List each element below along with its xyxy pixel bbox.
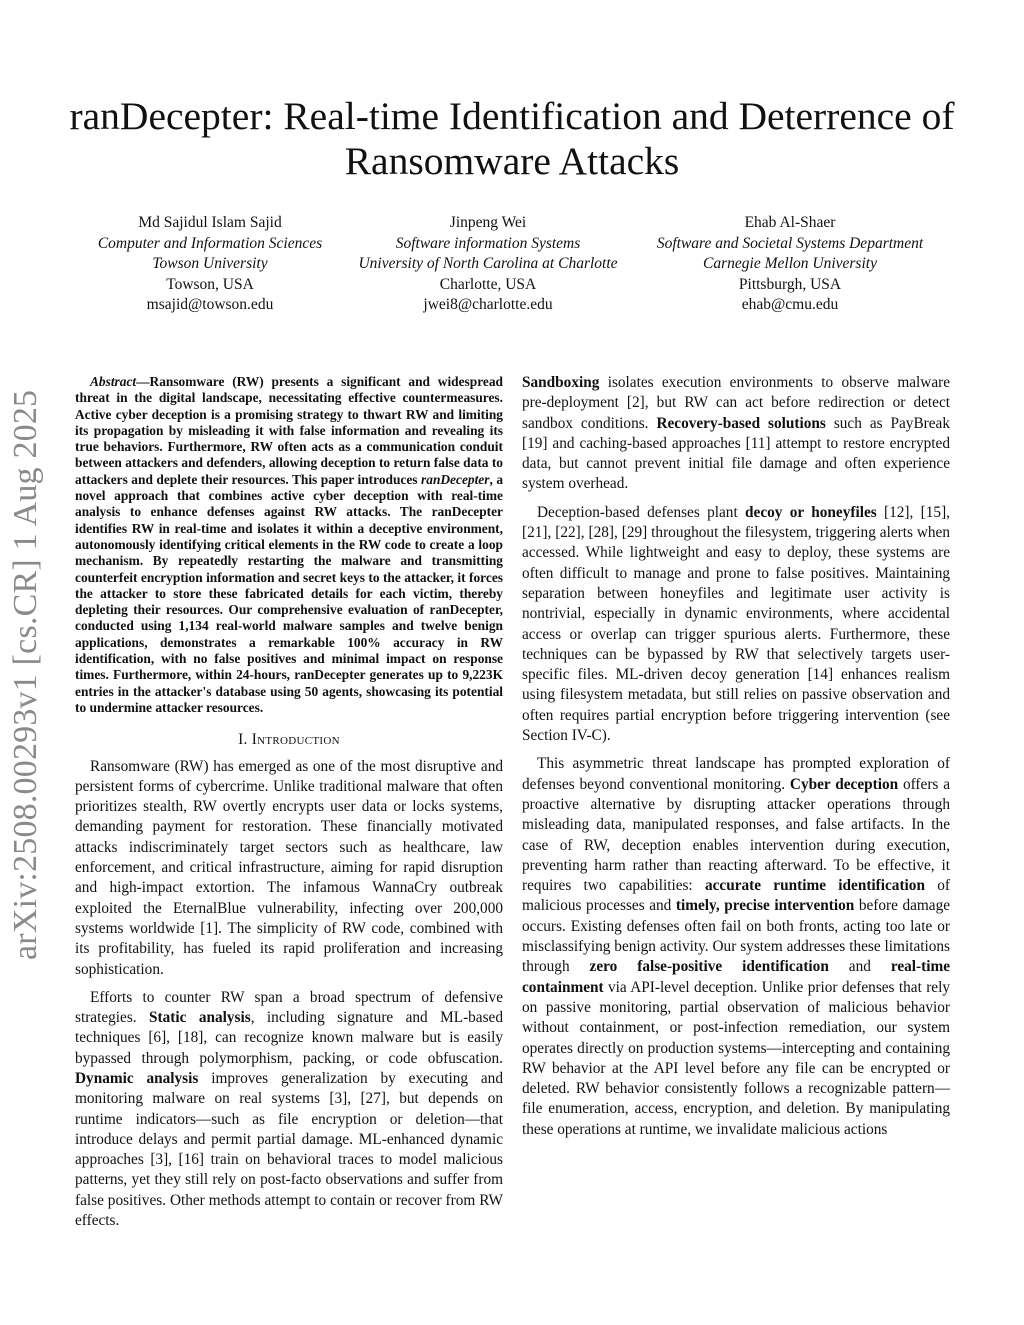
author-block-2	[336, 213, 640, 316]
author-location: Towson, USA	[166, 275, 254, 293]
text-run: such as PayBreak [19] and caching-based approaches [11] attempt to restore encrypted data, but cannot prevent initial file damage and often experience system overhead.	[522, 414, 950, 493]
section-heading	[75, 730, 503, 750]
arxiv-identifier: arXiv:2508.00293v1 [cs.CR] 1 Aug 2025	[7, 389, 44, 960]
text-run: Efforts to counter RW span a broad spectrum of defensive strategies.	[75, 988, 503, 1027]
author-block-1	[70, 213, 350, 316]
text-run: Deception-based defenses plant	[537, 503, 746, 521]
author-org: University of North Carolina at Charlotte	[358, 255, 618, 272]
text-run: isolates execution environments to observe malware pre-deployment [2], but RW can act before redirection or detect sandbox conditions.	[522, 374, 950, 432]
abstract-system-name: ranDecepter	[421, 471, 490, 487]
abstract	[75, 374, 503, 716]
text-run: , including signature and ML-based techniques [6], [18], can recognize known malware but is easily bypassed through polymorphism, packing, or code obfuscation.	[75, 1009, 503, 1067]
text-run: improves generalization by executing and monitoring malware on real systems [3], [27], but depends on runtime indicators—such as file encryption or deletion—that introduce delays and permit partial damage. ML-enhanced dynamic approaches [3], [16] train on behavioral traces to model malicious patterns, yet they still rely on post-facto observations and suffer from false positives. Other methods attempt to contain or recover from RW effects.	[75, 1069, 503, 1230]
term-zero-false-positive: zero false-positive identification	[589, 958, 829, 976]
text-run: before damage occurs. Existing defenses often fail on both fronts, acting too late or misclassifying benign activity. Our system addresses these limitations through	[522, 897, 951, 976]
author-name: Jinpeng Wei	[449, 214, 527, 231]
author-email[interactable]: jwei8@charlotte.edu	[423, 296, 553, 313]
author-name: Ehab Al-Shaer	[744, 214, 836, 231]
text-run: [12], [15], [21], [22], [28], [29] throughout the filesystem, triggering alerts when accessed. While lightweight and easy to deploy, these systems are often difficult to manage and prone to false positives. Maintaining separation between honeyfiles and legitimate user activity is nontrivial, especially in dynamic environments, where accidental access or overlap can trigger spurious alerts. Furthermore, these techniques can be bypassed by RW that selectively targets user-specific files. ML-driven decoy generation [14] enhances realism using filesystem metadata, but still relies on passive observation and often requires partial encryption before triggering intervention (see Section IV-C).	[522, 503, 950, 745]
author-name: Md Sajidul Islam Sajid	[138, 214, 282, 231]
author-dept: Software and Societal Systems Department	[656, 234, 924, 252]
term-honeyfiles: decoy or honeyfiles	[745, 503, 877, 521]
section-title: Introduction	[251, 731, 340, 749]
intro-paragraph-2	[75, 988, 503, 1232]
author-dept: Software information Systems	[395, 234, 581, 252]
term-real-time-containment: real-time containment	[522, 958, 950, 996]
author-block-3	[630, 213, 950, 316]
intro-paragraph-4	[522, 754, 950, 1140]
author-dept: Computer and Information Sciences	[97, 234, 323, 252]
text-run: via API-level deception. Unlike prior defenses that rely on passive monitoring, partial observation of malicious behavior without containment, or post-infection remediation, our system operates directly on production systems—intercepting and containing RW behavior at the API level before any file can be encrypted or deleted. RW behavior consistently follows a recognizable pattern—file enumeration, access, encryption, and deletion. By manipulating these operations at runtime, we invalidate malicious actions	[522, 978, 950, 1138]
intro-paragraph-2-cont	[522, 373, 950, 495]
term-cyber-deception: Cyber deception	[789, 775, 899, 793]
text-run: offers a proactive alternative by disrupting attacker operations through misleading data, manipulated responses, and false artifacts. In the case of RW, deception enables intervention during execution, preventing harm rather than reacting afterward. To be effective, it requires two capabilities:	[522, 775, 950, 895]
author-email[interactable]: msajid@towson.edu	[146, 296, 274, 313]
term-timely-intervention: timely, precise intervention	[675, 897, 855, 915]
term-dynamic-analysis: Dynamic analysis	[75, 1069, 199, 1087]
section-number: I.	[238, 731, 248, 749]
author-location: Pittsburgh, USA	[738, 275, 842, 293]
term-static-analysis: Static analysis	[149, 1009, 251, 1027]
abstract-text-cont: , a novel approach that combines active cyber deception with real-time analysis to enhance defenses against RW attacks. The ranDecepter identifies RW in real-time and isolates it within a deceptive environment, autonomously identifying critical elements in the RW code to create a loop mechanism. By repeatedly restarting the malware and transmitting counterfeit encryption information and secret keys to the attacker, it forces the attacker to store these fabricated details for each victim, thereby depleting their resources. Our comprehensive evaluation of ranDecepter, conducted using 1,134 real-world malware samples and twelve benign applications, demonstrates a remarkable 100% accuracy in RW identification, with no false positives and minimal impact on response times. Furthermore, within 24-hours, ranDecepter generates up to 9,223K entries in the attacker's database using 50 agents, showcasing its potential to undermine attacker resources.	[75, 471, 504, 715]
text-run: and	[828, 958, 891, 976]
paper-title: ranDecepter: Real-time Identification and Deterrence of Ransomware Attacks	[69, 94, 955, 183]
right-column	[522, 373, 950, 1140]
term-sandboxing: Sandboxing	[522, 374, 600, 391]
intro-paragraph-1: Ransomware (RW) has emerged as one of the most disruptive and persistent forms of cybercrime. Unlike traditional malware that often prioritizes stealth, RW overtly encrypts user data or locks systems, demanding payment for restoration. These financially motivated attacks indiscriminately target sectors such as healthcare, law enforcement, and critical infrastructure, aiming for rapid disruption and high-impact extortion. The infamous WannaCry outbreak exploited the EternalBlue vulnerability, infecting over 200,000 systems worldwide [1]. The simplicity of RW code, combined with its profitability, has fueled its rapid proliferation and increasing sophistication.	[75, 757, 503, 978]
abstract-text: Ransomware (RW) presents a significant and widespread threat in the digital landscape, necessitating effective countermeasures. Active cyber deception is a promising strategy to thwart RW and limiting its propagation by misleading it with false information and revealing its true behaviors. Furthermore, RW often acts as a communication conduit between attackers and defenders, allowing deception to return false data to attackers and deplete their resources. This paper introduces	[75, 374, 503, 487]
author-location: Charlotte, USA	[439, 275, 537, 293]
term-recovery-based: Recovery-based solutions	[656, 414, 826, 432]
text-run: This asymmetric threat landscape has prompted exploration of defenses beyond conventional monitoring.	[522, 755, 950, 793]
intro-paragraph-3	[522, 503, 950, 747]
abstract-label: Abstract	[90, 374, 137, 389]
author-org: Carnegie Mellon University	[703, 255, 877, 272]
term-runtime-identification: accurate runtime identification	[704, 877, 925, 895]
text-run: of malicious processes and	[522, 877, 950, 915]
author-email[interactable]: ehab@cmu.edu	[741, 296, 839, 313]
left-column	[75, 374, 503, 1231]
abstract-dash: —	[136, 374, 150, 389]
author-org: Towson University	[152, 255, 268, 272]
